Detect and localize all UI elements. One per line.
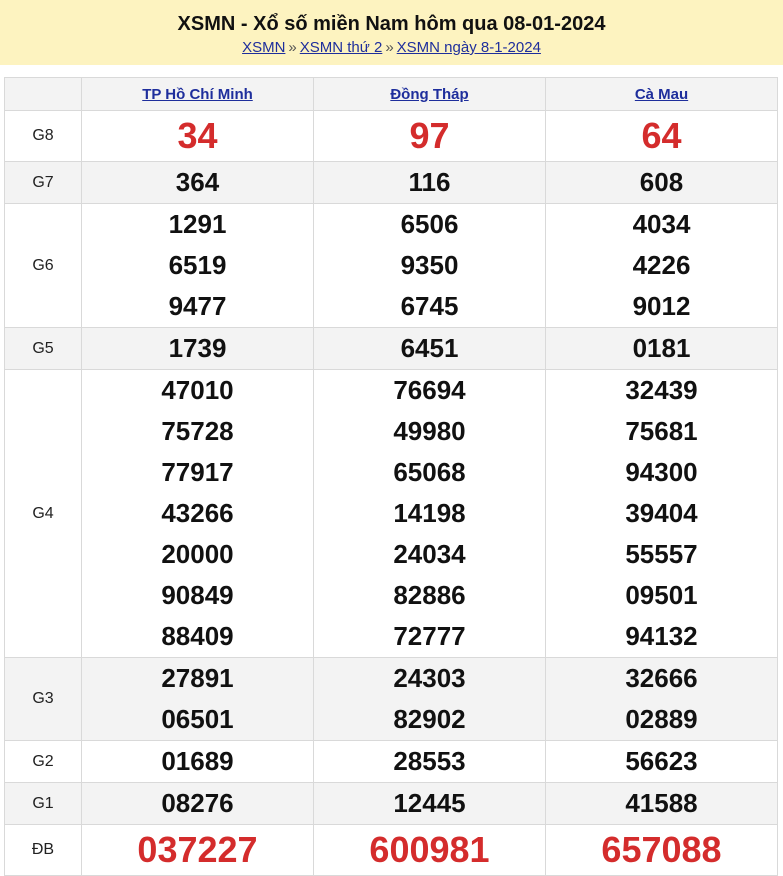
page-title: XSMN - Xổ số miền Nam hôm qua 08-01-2024 bbox=[177, 13, 606, 35]
result-number: 12445 bbox=[393, 788, 466, 818]
prize-label: G3 bbox=[5, 658, 82, 741]
result-number: 65068 bbox=[393, 457, 466, 487]
result-number: 0181 bbox=[632, 333, 691, 363]
result-number: 64 bbox=[641, 115, 682, 156]
breadcrumb-link-xsmn-thu2[interactable]: XSMN thứ 2 bbox=[299, 39, 383, 56]
result-cell bbox=[82, 328, 314, 370]
result-cell bbox=[82, 162, 314, 204]
province-header-row bbox=[5, 78, 778, 111]
result-cell bbox=[314, 204, 546, 328]
result-number: 47010 bbox=[161, 375, 234, 405]
result-number: 4034 bbox=[632, 209, 691, 239]
prize-label: G4 bbox=[5, 370, 82, 658]
prize-label: G8 bbox=[5, 111, 82, 162]
prize-label: G7 bbox=[5, 162, 82, 204]
province-link-hcm[interactable]: TP Hồ Chí Minh bbox=[142, 85, 253, 103]
result-number: 32666 bbox=[625, 663, 698, 693]
result-number: 75681 bbox=[625, 416, 698, 446]
prize-row-g6 bbox=[5, 204, 778, 328]
result-cell bbox=[82, 370, 314, 658]
prize-row-g7 bbox=[5, 162, 778, 204]
result-number: 94300 bbox=[625, 457, 698, 487]
province-header-camau bbox=[546, 78, 778, 111]
result-number: 56623 bbox=[625, 746, 698, 776]
result-cell bbox=[546, 328, 778, 370]
result-cell bbox=[546, 783, 778, 825]
result-number: 97 bbox=[409, 115, 450, 156]
prize-column-header bbox=[5, 78, 82, 111]
breadcrumb-link-xsmn[interactable]: XSMN bbox=[242, 39, 286, 56]
result-cell bbox=[546, 658, 778, 741]
result-number: 90849 bbox=[161, 580, 234, 610]
province-link-camau[interactable]: Cà Mau bbox=[634, 85, 689, 103]
result-number: 6451 bbox=[400, 333, 459, 363]
page-header bbox=[0, 0, 783, 71]
result-number: 32439 bbox=[625, 375, 698, 405]
result-number: 75728 bbox=[161, 416, 234, 446]
special-prize-number: 037227 bbox=[137, 829, 258, 870]
result-cell bbox=[546, 825, 778, 876]
result-cell bbox=[546, 370, 778, 658]
result-number: 02889 bbox=[625, 704, 698, 734]
prize-label: G1 bbox=[5, 783, 82, 825]
result-number: 41588 bbox=[625, 788, 698, 818]
results-table bbox=[4, 77, 778, 876]
result-number: 9012 bbox=[632, 291, 691, 321]
result-number: 77917 bbox=[161, 457, 234, 487]
province-header-dongthap bbox=[314, 78, 546, 111]
result-number: 28553 bbox=[393, 746, 466, 776]
result-cell bbox=[546, 204, 778, 328]
result-number: 24034 bbox=[393, 539, 466, 569]
result-number: 09501 bbox=[625, 580, 698, 610]
result-number: 88409 bbox=[161, 621, 234, 651]
result-cell bbox=[314, 111, 546, 162]
special-prize-number: 657088 bbox=[601, 829, 722, 870]
prize-label: ĐB bbox=[5, 825, 82, 876]
result-number: 6745 bbox=[400, 291, 459, 321]
prize-row-special bbox=[5, 825, 778, 876]
result-cell bbox=[546, 741, 778, 783]
breadcrumb-separator: » bbox=[385, 39, 394, 56]
result-number: 364 bbox=[175, 167, 220, 197]
result-cell bbox=[314, 162, 546, 204]
result-cell bbox=[546, 111, 778, 162]
prize-label: G6 bbox=[5, 204, 82, 328]
prize-row-g5 bbox=[5, 328, 778, 370]
result-cell bbox=[314, 741, 546, 783]
breadcrumb-separator: » bbox=[288, 39, 297, 56]
result-number: 27891 bbox=[161, 663, 234, 693]
result-number: 72777 bbox=[393, 621, 466, 651]
result-cell bbox=[82, 741, 314, 783]
province-link-dongthap[interactable]: Đồng Tháp bbox=[390, 85, 469, 103]
prize-row-g2 bbox=[5, 741, 778, 783]
result-number: 76694 bbox=[393, 375, 466, 405]
province-header-hcm bbox=[82, 78, 314, 111]
result-number: 1291 bbox=[168, 209, 227, 239]
result-number: 82886 bbox=[393, 580, 466, 610]
result-number: 14198 bbox=[393, 498, 466, 528]
result-number: 34 bbox=[177, 115, 218, 156]
result-number: 6506 bbox=[400, 209, 459, 239]
special-prize-number: 600981 bbox=[369, 829, 490, 870]
result-cell bbox=[314, 783, 546, 825]
result-number: 608 bbox=[639, 167, 684, 197]
result-number: 4226 bbox=[632, 250, 691, 280]
result-number: 55557 bbox=[625, 539, 698, 569]
result-number: 6519 bbox=[168, 250, 227, 280]
result-number: 24303 bbox=[393, 663, 466, 693]
result-cell bbox=[314, 825, 546, 876]
result-number: 06501 bbox=[161, 704, 234, 734]
result-cell bbox=[82, 658, 314, 741]
result-cell bbox=[314, 658, 546, 741]
prize-row-g8 bbox=[5, 111, 778, 162]
result-number: 43266 bbox=[161, 498, 234, 528]
result-number: 01689 bbox=[161, 746, 234, 776]
result-cell bbox=[314, 370, 546, 658]
result-cell bbox=[314, 328, 546, 370]
result-cell bbox=[82, 825, 314, 876]
prize-row-g1 bbox=[5, 783, 778, 825]
prize-label: G5 bbox=[5, 328, 82, 370]
prize-label: G2 bbox=[5, 741, 82, 783]
result-cell bbox=[82, 783, 314, 825]
result-number: 20000 bbox=[161, 539, 234, 569]
prize-row-g4 bbox=[5, 370, 778, 658]
result-cell bbox=[82, 204, 314, 328]
result-number: 9350 bbox=[400, 250, 459, 280]
result-number: 08276 bbox=[161, 788, 234, 818]
result-number: 9477 bbox=[168, 291, 227, 321]
breadcrumb-link-xsmn-date[interactable]: XSMN ngày 8-1-2024 bbox=[396, 39, 541, 56]
result-cell bbox=[546, 162, 778, 204]
result-number: 39404 bbox=[625, 498, 698, 528]
prize-row-g3 bbox=[5, 658, 778, 741]
breadcrumb bbox=[0, 38, 783, 58]
result-number: 82902 bbox=[393, 704, 466, 734]
result-cell bbox=[82, 111, 314, 162]
result-number: 1739 bbox=[168, 333, 227, 363]
result-number: 94132 bbox=[625, 621, 698, 651]
result-number: 49980 bbox=[393, 416, 466, 446]
result-number: 116 bbox=[408, 167, 451, 197]
